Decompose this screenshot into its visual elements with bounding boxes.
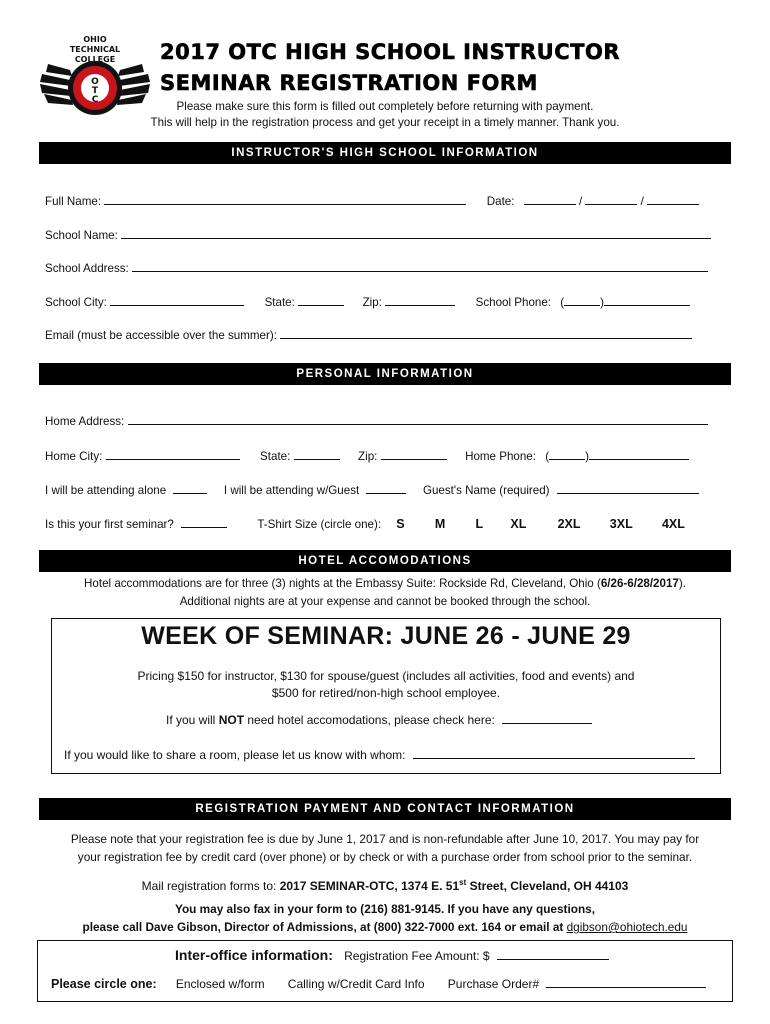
tshirt-size-m[interactable]: M xyxy=(434,517,446,531)
intro-line1: Please make sure this form is filled out completely before returning with payment. xyxy=(176,100,594,113)
home-state-field[interactable] xyxy=(294,449,340,460)
section-header-payment: REGISTRATION PAYMENT AND CONTACT INFORMATION xyxy=(39,798,731,820)
tshirt-size-xl[interactable]: XL xyxy=(510,517,527,531)
no-hotel-text-a: If you will xyxy=(166,713,219,727)
date-year-field[interactable] xyxy=(647,194,699,205)
intro-line2: This will help in the registration process and get your receipt in a timely manner. Thank you. xyxy=(150,116,620,129)
home-phone-label: Home Phone: xyxy=(465,450,536,463)
guest-name-label: Guest's Name (required) xyxy=(422,484,550,497)
payment-note-line1: Please note that your registration fee is due by June 1, 2017 and is non-refundable after June 10, 2017. You may pay for xyxy=(70,832,700,846)
seminar-tshirt-row xyxy=(45,517,685,531)
full-name-row xyxy=(45,194,699,208)
hotel-line1 xyxy=(0,575,770,593)
section-header-instructor: INSTRUCTOR'S HIGH SCHOOL INFORMATION xyxy=(39,142,731,164)
payment-note xyxy=(0,830,770,866)
school-city-row xyxy=(45,295,690,309)
share-room-label: If you would like to share a room, please let us know with whom: xyxy=(64,748,406,762)
attending-guest-field[interactable] xyxy=(366,483,406,494)
option-purchase-order[interactable]: Purchase Order# xyxy=(447,977,540,991)
section-header-personal: PERSONAL INFORMATION xyxy=(39,363,731,385)
email-field[interactable] xyxy=(280,328,692,339)
school-address-field[interactable] xyxy=(132,261,708,272)
no-hotel-not: NOT xyxy=(218,713,245,727)
school-phone-area-field[interactable] xyxy=(564,295,600,306)
home-city-row xyxy=(45,449,689,463)
state-label: State: xyxy=(264,296,295,309)
date-label: Date: xyxy=(486,195,515,208)
home-address-row xyxy=(45,414,708,428)
school-name-field[interactable] xyxy=(121,228,711,239)
purchase-order-field[interactable] xyxy=(546,977,706,988)
seminar-week-heading: WEEK OF SEMINAR: JUNE 26 - JUNE 29 xyxy=(141,622,631,650)
no-hotel-check-field[interactable] xyxy=(502,713,592,724)
form-title-line1: 2017 OTC HIGH SCHOOL INSTRUCTOR xyxy=(160,40,620,64)
inter-office-row xyxy=(175,947,609,963)
date-separator-1: / xyxy=(578,195,583,208)
guest-name-field[interactable] xyxy=(557,483,699,494)
logo-text-college: COLLEGE xyxy=(74,55,116,64)
logo-mono-o: O xyxy=(91,77,99,87)
date-day-field[interactable] xyxy=(585,194,637,205)
school-city-label: School City: xyxy=(45,296,107,309)
home-phone-number-field[interactable] xyxy=(589,449,689,460)
home-state-label: State: xyxy=(260,450,291,463)
school-name-label: School Name: xyxy=(45,229,118,242)
logo-mono-c: C xyxy=(91,95,99,105)
school-address-row xyxy=(45,261,708,275)
state-field[interactable] xyxy=(298,295,344,306)
pricing-line2: $500 for retired/non-high school employee. xyxy=(271,686,501,700)
school-phone-label: School Phone: xyxy=(475,296,552,309)
circle-one-label: Please circle one: xyxy=(51,977,157,991)
phone-paren-open: ( xyxy=(560,296,565,309)
tshirt-label: T-Shirt Size (circle one): xyxy=(257,518,382,531)
email-row xyxy=(45,328,692,342)
fee-amount-label: Registration Fee Amount: $ xyxy=(344,949,490,963)
home-zip-label: Zip: xyxy=(358,450,378,463)
payment-note-line2: your registration fee by credit card (over phone) or by check or with a purchase order from school prior to the seminar. xyxy=(77,850,693,864)
home-phone-area-field[interactable] xyxy=(549,449,585,460)
intro-text xyxy=(0,99,770,131)
home-phone-paren-open: ( xyxy=(545,450,550,463)
no-hotel-text-b: need hotel accomodations, please check here: xyxy=(244,713,495,727)
logo-mono-t: T xyxy=(91,86,99,96)
logo-text-technical: TECHNICAL xyxy=(69,45,121,54)
option-credit-card[interactable]: Calling w/Credit Card Info xyxy=(287,977,425,991)
circle-one-row xyxy=(51,977,706,991)
call-text: please call Dave Gibson, Director of Admissions, at (800) 322-7000 ext. 164 or email at xyxy=(82,920,567,934)
logo-text-ohio: OHIO xyxy=(83,35,107,44)
full-name-field[interactable] xyxy=(104,194,466,205)
phone-paren-close: ) xyxy=(600,296,604,309)
inter-office-heading: Inter-office information: xyxy=(175,947,333,963)
email-label: Email (must be accessible over the summer): xyxy=(45,329,277,342)
tshirt-size-s[interactable]: S xyxy=(396,517,405,531)
school-address-label: School Address: xyxy=(45,262,129,275)
attending-guest-label: I will be attending w/Guest xyxy=(223,484,360,497)
mail-address-b: Street, Cleveland, OH 44103 xyxy=(466,879,629,893)
date-separator-2: / xyxy=(640,195,644,208)
home-zip-field[interactable] xyxy=(381,449,447,460)
admissions-email-link[interactable]: dgibson@ohiotech.edu xyxy=(566,920,688,934)
school-phone-number-field[interactable] xyxy=(604,295,690,306)
fax-line: You may also fax in your form to (216) 881-9145. If you have any questions, xyxy=(174,902,595,916)
option-enclosed[interactable]: Enclosed w/form xyxy=(175,977,265,991)
hotel-info xyxy=(0,575,770,611)
attending-alone-field[interactable] xyxy=(173,483,207,494)
pricing-text xyxy=(51,668,721,702)
tshirt-size-4xl[interactable]: 4XL xyxy=(661,517,685,531)
pricing-line1: Pricing $150 for instructor, $130 for spouse/guest (includes all activities, food and events) and xyxy=(137,669,635,683)
call-line xyxy=(0,918,770,936)
attending-alone-label: I will be attending alone xyxy=(45,484,167,497)
first-seminar-label: Is this your first seminar? xyxy=(45,518,174,531)
zip-label: Zip: xyxy=(362,296,382,309)
mail-label: Mail registration forms to: xyxy=(141,879,280,893)
share-room-field[interactable] xyxy=(413,748,695,759)
home-phone-paren-close: ) xyxy=(585,450,589,463)
share-room-row xyxy=(64,748,695,762)
fee-amount-field[interactable] xyxy=(497,949,609,960)
home-city-label: Home City: xyxy=(45,450,103,463)
home-address-label: Home Address: xyxy=(45,415,125,428)
hotel-dates: 6/26-6/28/2017 xyxy=(600,577,679,590)
home-address-field[interactable] xyxy=(128,414,708,425)
mail-address-sup: st xyxy=(459,878,467,887)
no-hotel-row xyxy=(166,713,592,727)
mail-row xyxy=(0,874,770,895)
date-month-field[interactable] xyxy=(524,194,576,205)
hotel-text-a: Hotel accommodations are for three (3) nights at the Embassy Suite: Rockside Rd, Cleveland, Ohio ( xyxy=(84,577,601,590)
tshirt-size-3xl[interactable]: 3XL xyxy=(609,517,633,531)
hotel-line2: Additional nights are at your expense and cannot be booked through the school. xyxy=(179,595,591,608)
attendance-row xyxy=(45,483,699,497)
school-city-field[interactable] xyxy=(110,295,244,306)
full-name-label: Full Name: xyxy=(45,195,102,208)
mail-address-a: 2017 SEMINAR-OTC, 1374 E. 51 xyxy=(279,879,460,893)
section-header-hotel: HOTEL ACCOMODATIONS xyxy=(39,550,731,572)
contact-info xyxy=(0,900,770,936)
school-name-row xyxy=(45,228,711,242)
zip-field[interactable] xyxy=(385,295,455,306)
tshirt-size-2xl[interactable]: 2XL xyxy=(557,517,581,531)
tshirt-size-l[interactable]: L xyxy=(475,517,484,531)
first-seminar-field[interactable] xyxy=(181,517,227,528)
form-title-line2: SEMINAR REGISTRATION FORM xyxy=(160,71,538,95)
hotel-text-b: ). xyxy=(678,577,686,590)
home-city-field[interactable] xyxy=(106,449,240,460)
